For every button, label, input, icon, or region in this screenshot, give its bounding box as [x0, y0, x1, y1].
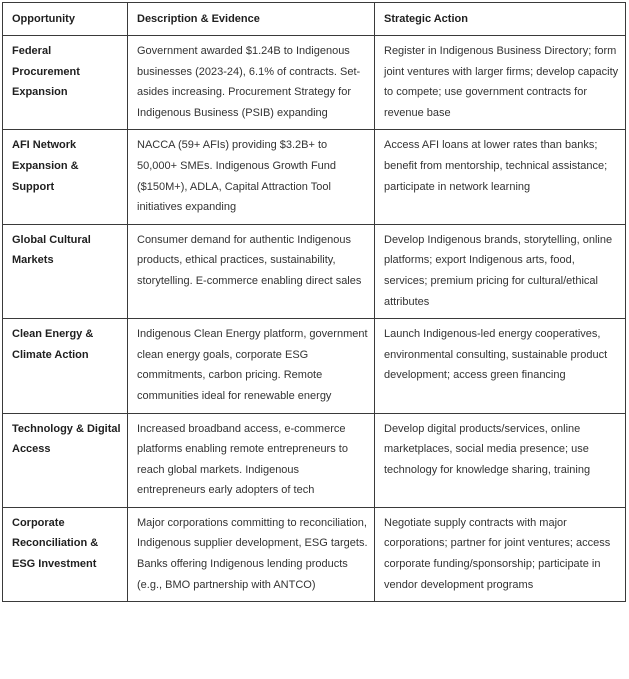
action-cell: Develop digital products/services, online marketplaces, social media presence; use technology for knowledge sharing, training: [375, 413, 626, 507]
description-cell: Consumer demand for authentic Indigenous products, ethical practices, sustainability, storytelling. E-commerce enabling direct sales: [128, 224, 375, 318]
table-row: [3, 36, 626, 130]
opportunity-cell: Corporate Reconciliation & ESG Investment: [3, 507, 128, 601]
description-cell: NACCA (59+ AFIs) providing $3.2B+ to 50,000+ SMEs. Indigenous Growth Fund ($150M+), ADLA, Capital Attraction Tool initiatives expanding: [128, 130, 375, 224]
action-cell: Develop Indigenous brands, storytelling, online platforms; export Indigenous arts, food, services; premium pricing for cultural/ethical attributes: [375, 224, 626, 318]
opportunity-cell: Federal Procurement Expansion: [3, 36, 128, 130]
action-cell: Register in Indigenous Business Directory; form joint ventures with larger firms; develop capacity to compete; use government contracts for revenue base: [375, 36, 626, 130]
table-header-row: [3, 3, 626, 36]
description-cell: Increased broadband access, e-commerce platforms enabling remote entrepreneurs to reach global markets. Indigenous entrepreneurs early adopters of tech: [128, 413, 375, 507]
action-cell: Negotiate supply contracts with major corporations; partner for joint ventures; access corporate funding/sponsorship; participate in vendor development programs: [375, 507, 626, 601]
opportunity-cell: Global Cultural Markets: [3, 224, 128, 318]
table-row: [3, 507, 626, 601]
description-cell: Indigenous Clean Energy platform, government clean energy goals, corporate ESG commitments, carbon pricing. Remote communities ideal for renewable energy: [128, 319, 375, 413]
header-opportunity: Opportunity: [3, 3, 128, 36]
opportunity-cell: Technology & Digital Access: [3, 413, 128, 507]
action-cell: Launch Indigenous-led energy cooperatives, environmental consulting, sustainable product development; access green financing: [375, 319, 626, 413]
description-cell: Major corporations committing to reconciliation, Indigenous supplier development, ESG targets. Banks offering Indigenous lending products (e.g., BMO partnership with ANTCO): [128, 507, 375, 601]
table-row: [3, 319, 626, 413]
table-row: [3, 224, 626, 318]
header-strategic-action: Strategic Action: [375, 3, 626, 36]
action-cell: Access AFI loans at lower rates than banks; benefit from mentorship, technical assistance; participate in network learning: [375, 130, 626, 224]
table-row: [3, 130, 626, 224]
table-row: [3, 413, 626, 507]
header-description: Description & Evidence: [128, 3, 375, 36]
opportunities-table: [2, 2, 626, 602]
description-cell: Government awarded $1.24B to Indigenous businesses (2023-24), 6.1% of contracts. Set-asides increasing. Procurement Strategy for Indigenous Business (PSIB) expanding: [128, 36, 375, 130]
opportunities-table-container: [2, 2, 625, 602]
opportunity-cell: AFI Network Expansion & Support: [3, 130, 128, 224]
opportunity-cell: Clean Energy & Climate Action: [3, 319, 128, 413]
